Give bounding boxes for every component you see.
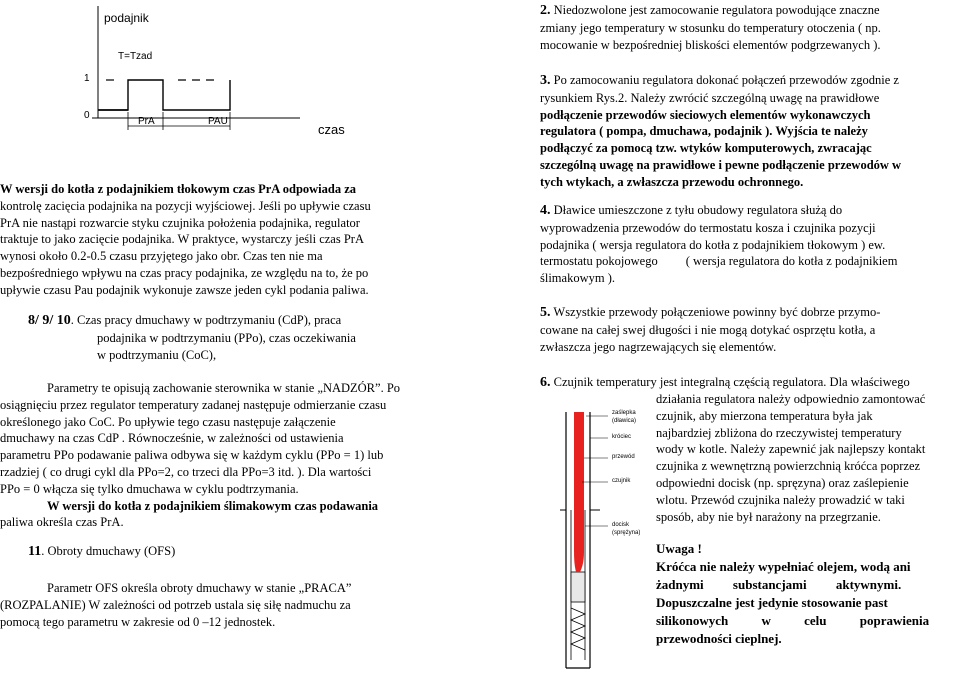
sensor-label-docisk: docisk <box>612 522 630 528</box>
section-text: wlotu. Przewód czujnika należy prowadzić w taki <box>656 492 905 507</box>
section-number: 5. <box>540 305 551 320</box>
section-text: podłączenie przewodów sieciowych elementów wykonawczych <box>540 107 871 122</box>
sensor-label-zaslepka-2: (dławica) <box>612 418 637 424</box>
pra-line: PrA nie nastąpi rozwarcie styku czujnika położenia podajnika, regulator <box>0 215 360 230</box>
body-line: PPo = 0 włącza się tylko dmuchawa w cyklu podtrzymania. <box>0 481 299 496</box>
body-line: rzadziej ( co drugi cykl dla PPo=2, co trzeci dla PPo=3 itd. ). Dla wartości <box>0 464 372 479</box>
diagram-label-pra: PrA <box>138 116 155 127</box>
section-text: wody w kotle. Należy zapewnić jak najlepszy kontakt <box>656 442 926 457</box>
diagram-label-t-tzad: T=Tzad <box>118 51 153 62</box>
section-6 <box>540 374 960 392</box>
section-text: Wszystkie przewody połączeniowe powinny być dobrze przymo- <box>550 305 881 319</box>
section-5 <box>540 304 960 355</box>
diagram-label-one: 1 <box>84 73 90 84</box>
warning-line: Dopuszczalne jest jedynie stosowanie past <box>656 595 888 610</box>
section-text: ślimakowym ). <box>540 271 615 286</box>
diagram-label-pau: PAU <box>208 116 228 127</box>
body-line: paliwa określa czas PrA. <box>0 515 124 530</box>
sensor-label-przewod: przewód <box>612 454 635 460</box>
section-text: czujnika z wewnętrzną powierzchnią króćca poprzez <box>656 459 921 474</box>
body-line: Parametr OFS określa obroty dmuchawy w stanie „PRACA” <box>47 581 352 595</box>
warning-line: silikonowych w celu poprawienia <box>656 613 930 628</box>
diagram-label-zero: 0 <box>84 110 90 121</box>
body-line: osiągnięciu przez regulator temperatury zadanej następuje odmierzanie czasu <box>0 397 387 412</box>
pra-line: upływie czasu Pau podajnik wykonuje zawsze jeden cykl podania paliwa. <box>0 282 369 297</box>
body-line: dmuchawy na czas CdP . Równocześnie, w zależności od ustawienia <box>0 431 344 446</box>
section-title: w podtrzymaniu (CoC), <box>97 347 217 362</box>
diagram-label-podajnik: podajnik <box>104 11 149 25</box>
pra-line: bezpośredniego wpływu na czas pracy podajnika, ze względu na to, że po <box>0 265 369 280</box>
left-column <box>0 0 444 678</box>
section-8-9-10-heading <box>28 312 444 363</box>
section-text: termostatu pokojowego <box>540 254 658 269</box>
section-title: . Czas pracy dmuchawy w podtrzymaniu (CdP), praca <box>70 313 342 327</box>
pra-line: W wersji do kotła z podajnikiem tłokowym czas PrA odpowiada za <box>0 182 357 196</box>
section-title: . Obroty dmuchawy (OFS) <box>41 544 176 558</box>
section-2 <box>540 2 960 53</box>
body-line: parametru PPo podawanie paliwa odbywa się w każdym cyklu (PPo = 1) lub <box>0 448 384 463</box>
section-number: 3. <box>540 73 551 88</box>
sensor-label-krociec: króciec <box>612 434 632 440</box>
section-text: sposób, aby nie był narażony na przegrzanie. <box>656 509 881 524</box>
section-8-9-10-body <box>0 380 444 531</box>
section-11-body <box>0 580 444 630</box>
body-line: (ROZPALANIE) W zależności od potrzeb ustala się siłę nadmuchu za <box>0 597 351 612</box>
section-4 <box>540 202 960 287</box>
section-text: podłączyć za pomocą tzw. wtyków komputerowych, zwracając <box>540 141 872 156</box>
pra-paragraph <box>0 181 444 299</box>
warning-line: żadnymi substancjami aktywnymi. <box>656 577 902 592</box>
sensor-label-docisk-2: (sprężyna) <box>612 530 641 536</box>
section-text: czujnik, aby mierzona temperatura była jak <box>656 408 873 423</box>
body-line: określonego jako CoC. Po upływie tego czasu następuje załączenie <box>0 414 336 429</box>
warning-box <box>656 540 960 648</box>
right-column <box>540 0 960 678</box>
section-text: zmiany jego temperatury w stosunku do temperatury otoczenia ( np. <box>540 20 881 35</box>
section-text: cowane na całej swej długości i nie mogą dotykać osprzętu kotła, a <box>540 322 876 337</box>
section-text: najbardziej zbliżona do rzeczywistej temperatury <box>656 425 902 440</box>
section-text: Dławice umieszczone z tyłu obudowy regulatora służą do <box>550 203 843 217</box>
section-number: 11 <box>28 544 42 559</box>
section-number: 4. <box>540 203 551 218</box>
sensor-figure <box>560 402 656 678</box>
section-text: ( wersja regulatora do kotła z podajnikiem <box>685 254 898 269</box>
section-text: Czujnik temperatury jest integralną częścią regulatora. Dla właściwego <box>550 375 910 389</box>
pra-line: traktuje to jako zacięcie podajnika. W praktyce, wystarczy jeśli czas PrA <box>0 232 364 247</box>
body-line: pomocą tego parametru w zakresie od 0 –12 jednostek. <box>0 614 276 629</box>
section-number: 8/ 9/ 10 <box>28 313 71 328</box>
section-text: tych wtykach, a zwłaszcza przewodu ochronnego. <box>540 174 804 189</box>
section-11-heading <box>28 543 444 561</box>
section-number: 2. <box>540 3 551 18</box>
section-text: podajnika ( wersja regulatora do kotła z podajnikiem tłokowym ) ew. <box>540 237 886 252</box>
diagram-label-czas: czas <box>318 122 345 137</box>
section-text: regulatora ( pompa, dmuchawa, podajnik ). Wyjścia te należy <box>540 124 868 139</box>
section-text: zwłaszcza jego nagrzewających się elementów. <box>540 339 777 354</box>
section-text: wyprowadzenia przewodów do termostatu kosza i czujnika pozycji <box>540 220 876 235</box>
section-text: odpowiedni docisk (np. spręzyna) oraz zaślepienie <box>656 475 909 490</box>
warning-line: przewodności cieplnej. <box>656 631 782 646</box>
section-6-body <box>656 391 960 525</box>
pra-line: wynosi około 0.2-0.5 czasu przyjętego jako obr. Czas ten nie ma <box>0 249 323 264</box>
section-text: działania regulatora należy odpowiednio zamontować <box>656 392 926 406</box>
pra-line: kontrolę zacięcia podajnika na pozycji wyjściowej. Jeśli po upływie czasu <box>0 198 371 213</box>
section-number: 6. <box>540 375 551 390</box>
section-text: mocowanie w bezpośredniej bliskości elementów podgrzewanych ). <box>540 37 881 52</box>
section-text: Po zamocowaniu regulatora dokonać połączeń przewodów zgodnie z <box>550 73 899 87</box>
sensor-label-czujnik: czujnik <box>612 478 631 484</box>
section-text: szczególną uwagę na prawidłowe i pewne podłączenie przewodów w <box>540 157 902 172</box>
sensor-label-zaslepka: zaślepka <box>612 410 636 416</box>
section-title: podajnika w podtrzymaniu (PPo), czas oczekiwania <box>97 330 356 345</box>
body-line: W wersji do kotła z podajnikiem ślimakowym czas podawania <box>47 498 379 513</box>
section-3 <box>540 72 960 191</box>
body-line: Parametry te opisują zachowanie sterownika w stanie „NADZÓR”. Po <box>47 381 401 395</box>
section-text: rysunkiem Rys.2. Należy zwrócić szczególną uwagę na prawidłowe <box>540 90 880 105</box>
section-text: Niedozwolone jest zamocowanie regulatora powodujące znaczne <box>550 3 880 17</box>
warning-title: Uwaga ! <box>656 541 702 556</box>
warning-line: Króćca nie należy wypełniać olejem, wodą ani <box>656 559 911 574</box>
